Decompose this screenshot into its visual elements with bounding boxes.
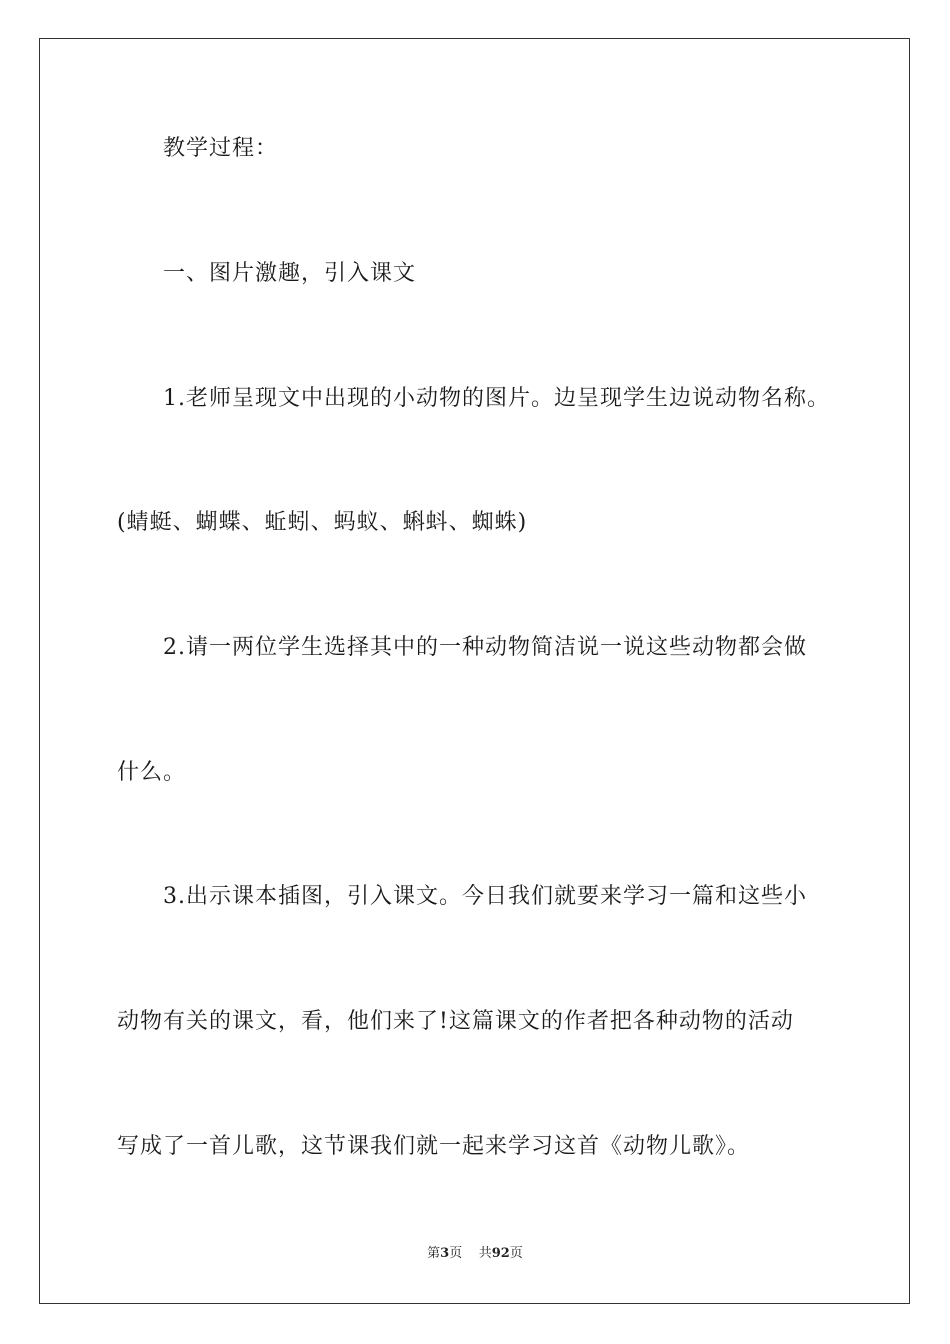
- total-prefix: 共: [478, 1246, 492, 1261]
- paragraph-line: 3.出示课本插图，引入课文。今日我们就要来学习一篇和这些小: [163, 884, 807, 909]
- paragraph-line: (蜻蜓、蝴蝶、蚯蚓、蚂蚁、蝌蚪、蜘蛛): [117, 510, 528, 535]
- page-prefix: 第: [427, 1246, 441, 1261]
- page-suffix: 页: [449, 1246, 463, 1261]
- paragraph-line: 什么。: [117, 760, 187, 785]
- page-frame: [39, 38, 910, 1304]
- heading-teaching-process: 教学过程：: [163, 136, 279, 161]
- paragraph-line: 动物有关的课文，看，他们来了!这篇课文的作者把各种动物的活动: [117, 1009, 794, 1034]
- total-pages: 92: [491, 1246, 510, 1261]
- page-footer: [0, 1244, 950, 1264]
- paragraph-line: 1.老师呈现文中出现的小动物的图片。边呈现学生边说动物名称。: [163, 386, 830, 411]
- page-number: 3: [440, 1246, 450, 1261]
- paragraph-line: 写成了一首儿歌，这节课我们就一起来学习这首《动物儿歌》。: [117, 1134, 751, 1159]
- section-one-heading: 一、图片激趣，引入课文: [163, 261, 417, 286]
- paragraph-line: 2.请一两位学生选择其中的一种动物简洁说一说这些动物都会做: [163, 635, 807, 660]
- total-suffix: 页: [509, 1246, 523, 1261]
